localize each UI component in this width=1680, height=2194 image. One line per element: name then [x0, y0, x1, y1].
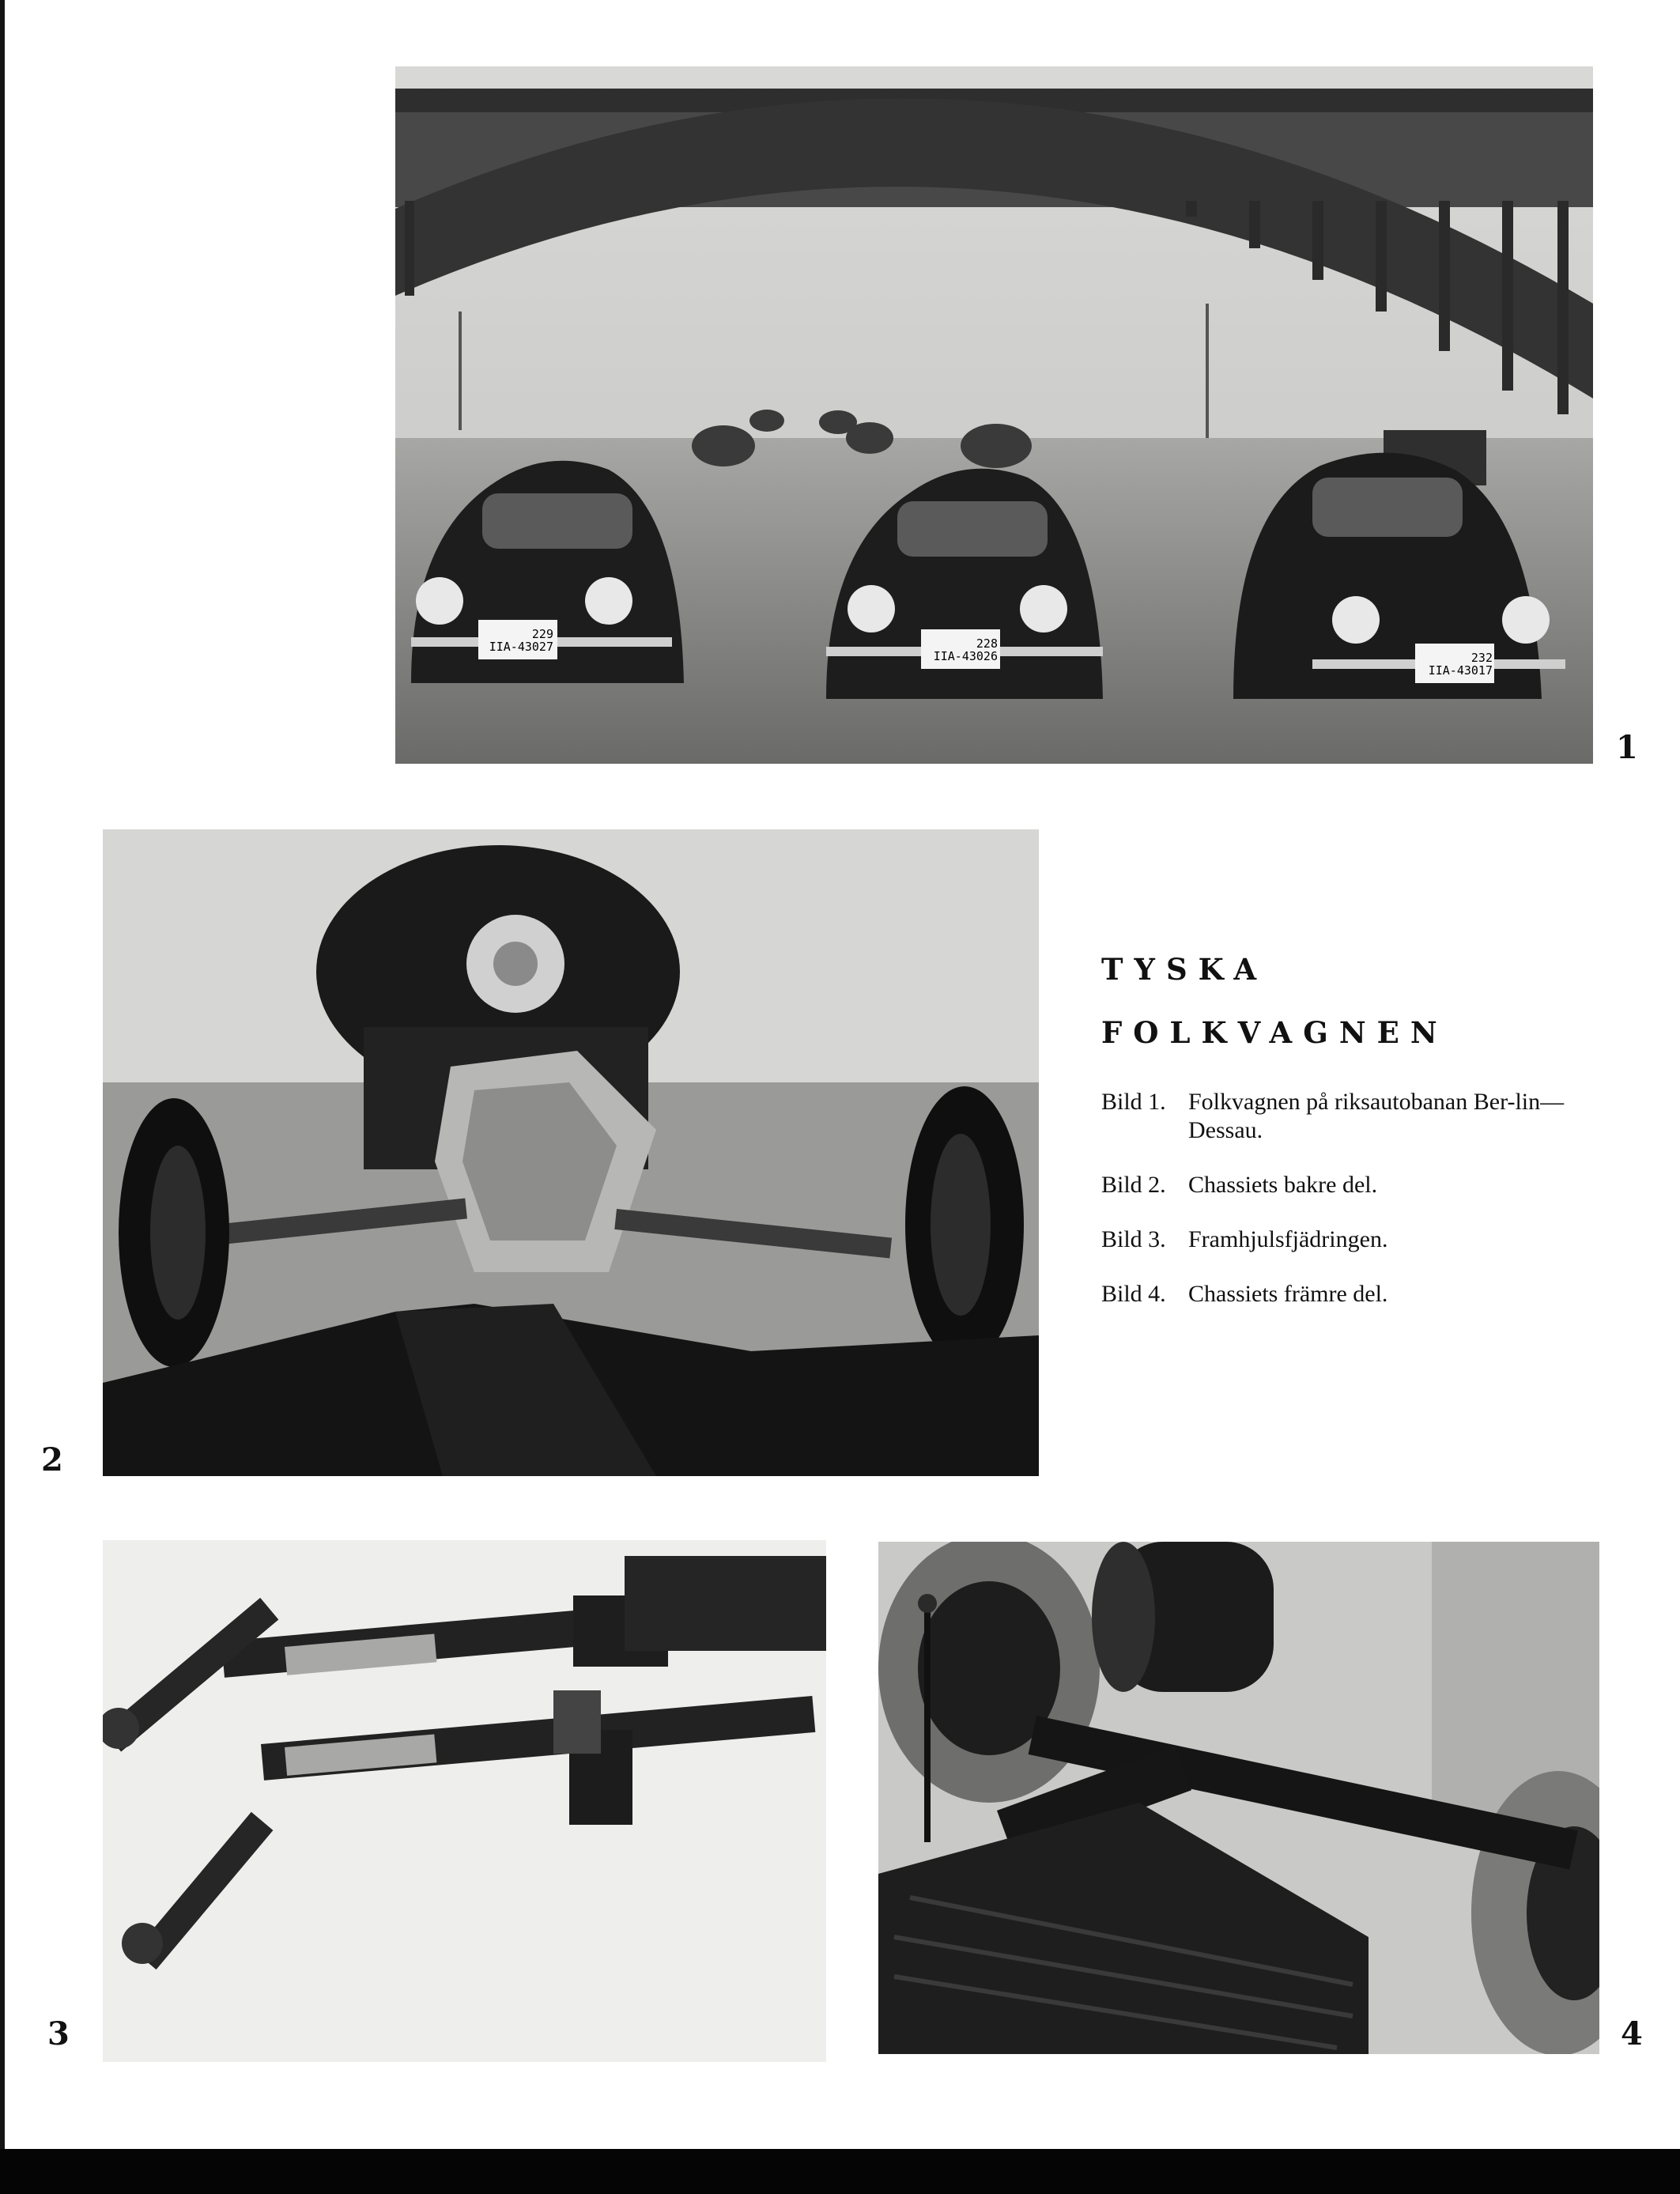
caption-text: Chassiets bakre del.	[1188, 1172, 1378, 1198]
left-edge-rule	[0, 0, 5, 2194]
license-plate-right	[1417, 651, 1493, 677]
caption-label: Bild 2.	[1101, 1172, 1166, 1198]
title-line-2: FOLKVAGNEN	[1101, 1015, 1448, 1050]
figure-number-2: 2	[41, 1441, 63, 1478]
license-plate-left	[478, 628, 553, 653]
caption-item	[1101, 1088, 1607, 1145]
figure-number-3: 3	[47, 2015, 70, 2052]
bottom-scan-edge	[0, 2149, 1680, 2194]
caption-item	[1101, 1171, 1607, 1199]
caption-item	[1101, 1280, 1607, 1308]
figure-number-1: 1	[1616, 729, 1638, 766]
photo-4-front-chassis	[878, 1542, 1599, 2054]
caption-text: Chassiets främre del.	[1188, 1281, 1388, 1307]
caption-item	[1101, 1225, 1607, 1254]
figure-number-4: 4	[1621, 2015, 1643, 2052]
caption-text: Folkvagnen på riksautobanan Ber-lin—Dessau.	[1188, 1089, 1565, 1143]
plate-text: IIA-43017	[1428, 663, 1493, 678]
photo-2-rear-chassis	[103, 829, 1039, 1476]
caption-list	[1101, 1088, 1607, 1335]
license-plate-middle	[922, 637, 998, 663]
plate-number: 232	[1470, 651, 1493, 665]
caption-text: Framhjulsfjädringen.	[1188, 1226, 1388, 1252]
caption-label: Bild 3.	[1101, 1226, 1166, 1252]
plate-number: 229	[531, 627, 553, 641]
title-line-1: TYSKA	[1101, 952, 1268, 987]
photo-3-front-suspension	[103, 1540, 826, 2062]
plate-number: 228	[976, 636, 998, 651]
plate-text: IIA-43027	[489, 640, 553, 654]
caption-label: Bild 4.	[1101, 1281, 1166, 1307]
caption-label: Bild 1.	[1101, 1089, 1166, 1115]
plate-text: IIA-43026	[933, 649, 998, 663]
